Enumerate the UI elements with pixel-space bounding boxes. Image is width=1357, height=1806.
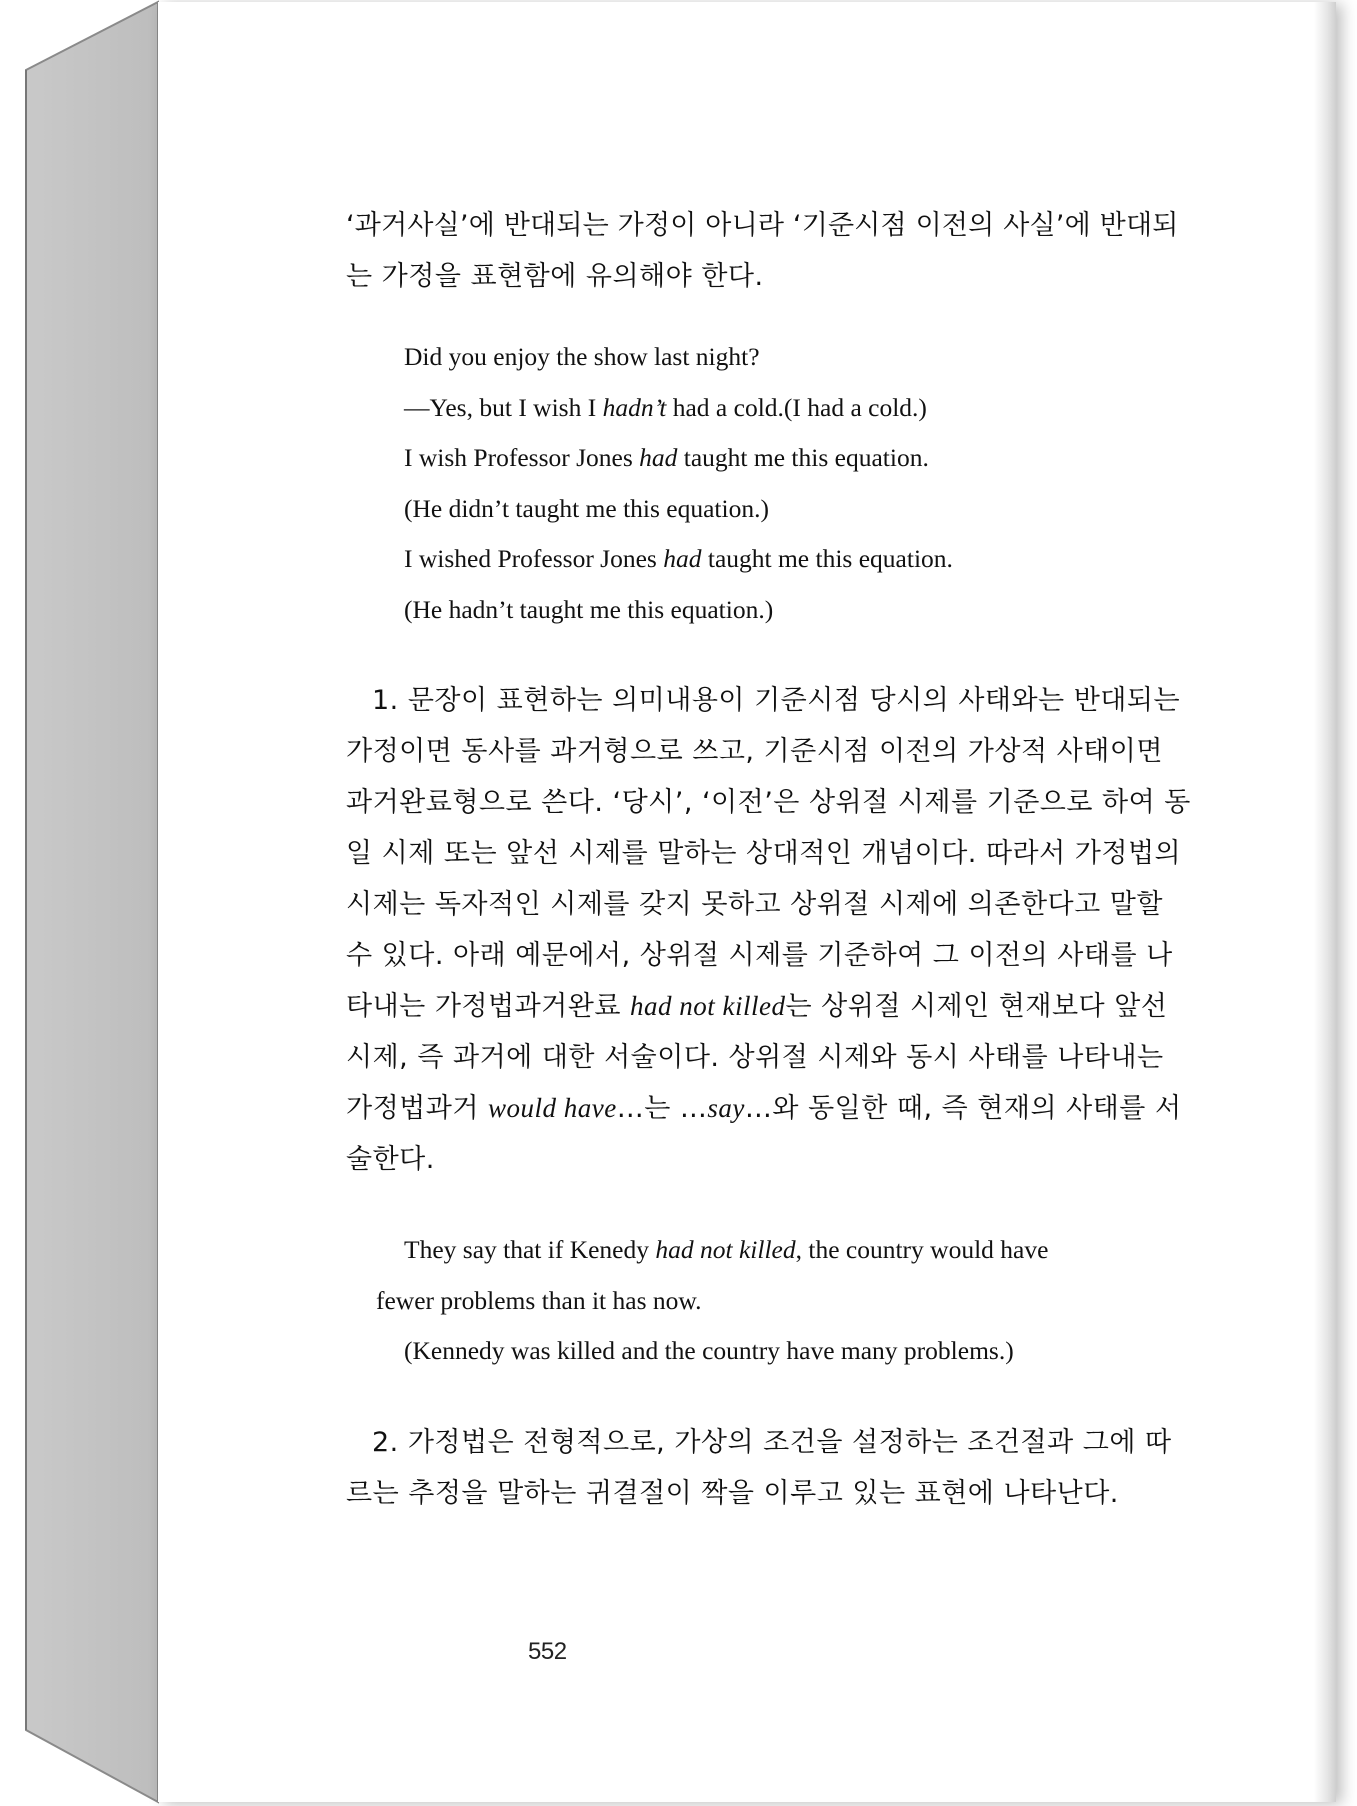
para-text: …는 … xyxy=(616,1093,708,1124)
para-italic: had not killed xyxy=(630,991,786,1021)
para2-line: 르는 추정을 말하는 귀결절이 짝을 이루고 있는 표현에 나타난다. xyxy=(346,1477,1119,1509)
para1-line xyxy=(346,1083,1232,1134)
para1-line: 1. 문장이 표현하는 의미내용이 기준시점 당시의 사태와는 반대되는 xyxy=(372,685,1181,716)
example-italic: had xyxy=(639,443,678,472)
example-line: (He hadn’t taught me this equation.) xyxy=(404,594,774,624)
example-line: fewer problems than it has now. xyxy=(376,1285,702,1315)
para1-line: 술한다. xyxy=(346,1144,435,1175)
intro-paragraph xyxy=(346,200,1232,302)
example-text: taught me this equation. xyxy=(701,544,953,573)
paragraph-1 xyxy=(346,675,1232,1185)
example-text: I wish Professor Jones xyxy=(404,443,640,472)
para1-line xyxy=(346,981,1232,1032)
book-page xyxy=(158,2,1336,1802)
para-italic: would have xyxy=(488,1093,617,1123)
para-text: 는 상위절 시제인 현재보다 앞선 xyxy=(785,991,1168,1022)
para1-line: 과거완료형으로 쓴다. ‘당시’, ‘이전’은 상위절 시제를 기준으로 하여 동 xyxy=(346,787,1191,818)
example-text: , the country would have xyxy=(795,1235,1049,1264)
page-content xyxy=(346,198,1232,1519)
page-number: 552 xyxy=(528,1638,567,1665)
para1-line: 가정이면 동사를 과거형으로 쓰고, 기준시점 이전의 가상적 사태이면 xyxy=(346,736,1163,767)
para1-line: 시제, 즉 과거에 대한 서술이다. 상위절 시제와 동시 사태를 나타내는 xyxy=(346,1042,1164,1073)
example-italic: hadn’t xyxy=(602,392,667,422)
para2-line: 2. 가정법은 전형적으로, 가상의 조건을 설정하는 조건절과 그에 따 xyxy=(372,1426,1172,1458)
example-block-2 xyxy=(346,1225,1232,1377)
para1-line: 시제는 독자적인 시제를 갖지 못하고 상위절 시제에 의존한다고 말할 xyxy=(346,889,1163,920)
para1-line: 수 있다. 아래 예문에서, 상위절 시제를 기준하여 그 이전의 사태를 나 xyxy=(346,940,1173,971)
example-block-1 xyxy=(346,332,1232,635)
example-line xyxy=(346,383,1232,434)
intro-line-1: ‘과거사실’에 반대되는 가정이 아니라 ‘기준시점 이전의 사실’에 반대되 xyxy=(346,210,1179,241)
example-text: I wished Professor Jones xyxy=(404,544,664,573)
example-line xyxy=(346,1225,1232,1276)
example-line: (Kennedy was killed and the country have many problems.) xyxy=(404,1336,1014,1365)
example-line: (He didn’t taught me this equation.) xyxy=(404,493,769,523)
example-text: They say that if Kenedy xyxy=(404,1235,656,1264)
example-line xyxy=(346,433,1232,484)
paragraph-2 xyxy=(346,1417,1232,1519)
page-edge-shadow xyxy=(1314,2,1336,1802)
example-text: taught me this equation. xyxy=(677,443,929,472)
example-text: —Yes, but I wish I xyxy=(404,392,603,422)
para-text: 타내는 가정법과거완료 xyxy=(346,991,630,1022)
example-italic: had not killed xyxy=(655,1235,796,1264)
para-text: …와 동일한 때, 즉 현재의 사태를 서 xyxy=(744,1093,1182,1124)
example-italic: had xyxy=(663,544,702,573)
para-text: 가정법과거 xyxy=(346,1093,488,1124)
intro-line-2: 는 가정을 표현함에 유의해야 한다. xyxy=(346,261,764,292)
example-text: had a cold.(I had a cold.) xyxy=(666,392,927,422)
para1-line: 일 시제 또는 앞선 시제를 말하는 상대적인 개념이다. 따라서 가정법의 xyxy=(346,838,1182,869)
example-line xyxy=(346,534,1232,585)
example-line: Did you enjoy the show last night? xyxy=(404,342,760,371)
para-italic: say xyxy=(707,1093,745,1123)
